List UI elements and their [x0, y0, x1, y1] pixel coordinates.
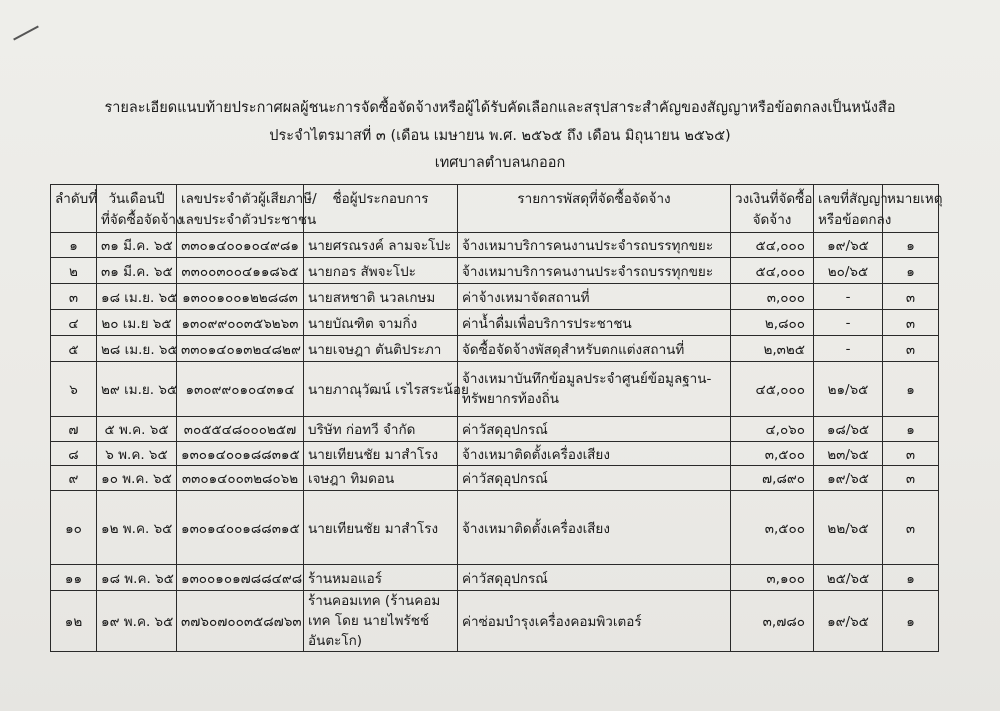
table-row — [51, 258, 939, 284]
cell-no: ๖ — [51, 362, 97, 417]
cell-item: ค่าซ่อมบำรุงเครื่องคอมพิวเตอร์ — [458, 591, 731, 652]
cell-date: ๓๑ มี.ค. ๖๕ — [97, 233, 177, 258]
cell-contract: ๒๓/๖๕ — [814, 442, 883, 466]
cell-item: จ้างเหมาบันทึกข้อมูลประจำศูนย์ข้อมูลฐาน-ทรัพยากรท้องถิ่น — [458, 362, 731, 417]
cell-item: ค่าวัสดุอุปกรณ์ — [458, 417, 731, 442]
cell-no: ๑๒ — [51, 591, 97, 652]
table-row — [51, 442, 939, 466]
cell-tax-id: ๑๓๐๙๙๐๐๓๕๖๒๖๓ — [177, 310, 304, 336]
header-vendor: ชื่อผู้ประกอบการ — [304, 185, 458, 233]
cell-contract: ๑๙/๖๕ — [814, 466, 883, 491]
table-row — [51, 591, 939, 652]
cell-no: ๗ — [51, 417, 97, 442]
cell-item: จ้างเหมาติดตั้งเครื่องเสียง — [458, 491, 731, 565]
cell-tax-id: ๑๓๐๐๑๐๑๗๘๘๔๙๘ — [177, 565, 304, 591]
cell-contract: ๑๙/๖๕ — [814, 233, 883, 258]
cell-contract: ๒๒/๖๕ — [814, 491, 883, 565]
cell-remark: ๓ — [883, 442, 939, 466]
cell-contract: ๑๙/๖๕ — [814, 591, 883, 652]
cell-contract: ๑๘/๖๕ — [814, 417, 883, 442]
cell-date: ๒๙ เม.ย. ๖๕ — [97, 362, 177, 417]
cell-remark: ๓ — [883, 466, 939, 491]
cell-no: ๕ — [51, 336, 97, 362]
cell-date: ๑๘ เม.ย. ๖๕ — [97, 284, 177, 310]
cell-contract: - — [814, 284, 883, 310]
cell-no: ๑๑ — [51, 565, 97, 591]
cell-item: จ้างเหมาติดตั้งเครื่องเสียง — [458, 442, 731, 466]
cell-tax-id: ๑๓๐๙๙๐๑๐๔๓๑๔ — [177, 362, 304, 417]
cell-amount: ๕๔,๐๐๐ — [731, 258, 814, 284]
cell-amount: ๔๕,๐๐๐ — [731, 362, 814, 417]
cell-no: ๙ — [51, 466, 97, 491]
cell-contract: ๒๐/๖๕ — [814, 258, 883, 284]
cell-vendor: นายกอร สัพจะโปะ — [304, 258, 458, 284]
table-row — [51, 336, 939, 362]
header-item: รายการพัสดุที่จัดซื้อจัดจ้าง — [458, 185, 731, 233]
cell-remark: ๑ — [883, 362, 939, 417]
cell-date: ๕ พ.ค. ๖๕ — [97, 417, 177, 442]
cell-amount: ๓,๑๐๐ — [731, 565, 814, 591]
cell-contract: - — [814, 310, 883, 336]
organization-name: เทศบาลตำบลนกออก — [434, 155, 566, 171]
cell-vendor: นายสหชาติ นวลเกษม — [304, 284, 458, 310]
header-date: วันเดือนปี ที่จัดซื้อจัดจ้าง — [97, 185, 177, 233]
cell-remark: ๓ — [883, 336, 939, 362]
cell-tax-id: ๓๓๐๑๔๐๐๓๒๘๐๖๒ — [177, 466, 304, 491]
cell-date: ๑๐ พ.ค. ๖๕ — [97, 466, 177, 491]
table-row — [51, 565, 939, 591]
cell-vendor: นายภาณุวัฒน์ เรไรสระน้อย — [304, 362, 458, 417]
cell-vendor: นายเทียนชัย มาสำโรง — [304, 491, 458, 565]
cell-remark: ๑ — [883, 233, 939, 258]
cell-amount: ๓,๗๘๐ — [731, 591, 814, 652]
cell-no: ๘ — [51, 442, 97, 466]
cell-remark: ๑ — [883, 591, 939, 652]
table-row — [51, 491, 939, 565]
cell-remark: ๑ — [883, 565, 939, 591]
cell-date: ๑๒ พ.ค. ๖๕ — [97, 491, 177, 565]
cell-no: ๔ — [51, 310, 97, 336]
cell-amount: ๓,๕๐๐ — [731, 442, 814, 466]
cell-tax-id: ๓๓๐๑๔๐๑๓๒๔๘๒๙ — [177, 336, 304, 362]
cell-vendor: บริษัท ก่อทวี จำกัด — [304, 417, 458, 442]
table-row — [51, 284, 939, 310]
cell-remark: ๓ — [883, 310, 939, 336]
header-no: ลำดับที่ — [51, 185, 97, 233]
table-row — [51, 362, 939, 417]
header-amount: วงเงินที่จัดซื้อ จัดจ้าง — [731, 185, 814, 233]
cell-vendor: นายเทียนชัย มาสำโรง — [304, 442, 458, 466]
cell-date: ๖ พ.ค. ๖๕ — [97, 442, 177, 466]
cell-item: จ้างเหมาบริการคนงานประจำรถบรรทุกขยะ — [458, 258, 731, 284]
procurement-table — [50, 184, 943, 652]
cell-item: ค่าวัสดุอุปกรณ์ — [458, 565, 731, 591]
document-period: ประจำไตรมาสที่ ๓ (เดือน เมษายน พ.ศ. ๒๕๖๕ ถึง เดือน มิถุนายน ๒๕๖๕) — [269, 128, 731, 144]
cell-tax-id: ๓๓๐๑๔๐๐๑๐๔๙๘๑ — [177, 233, 304, 258]
cell-item: ค่าจ้างเหมาจัดสถานที่ — [458, 284, 731, 310]
cell-no: ๑๐ — [51, 491, 97, 565]
header-remark: หมายเหตุ — [883, 185, 939, 233]
cell-date: ๒๘ เม.ย. ๖๕ — [97, 336, 177, 362]
cell-date: ๑๘ พ.ค. ๖๕ — [97, 565, 177, 591]
cell-amount: ๒,๘๐๐ — [731, 310, 814, 336]
cell-contract: ๒๑/๖๕ — [814, 362, 883, 417]
table-row — [51, 310, 939, 336]
cell-remark: ๓ — [883, 284, 939, 310]
cell-amount: ๔,๐๖๐ — [731, 417, 814, 442]
cell-amount: ๕๔,๐๐๐ — [731, 233, 814, 258]
cell-item: จ้างเหมาบริการคนงานประจำรถบรรทุกขยะ — [458, 233, 731, 258]
table-row — [51, 417, 939, 442]
cell-tax-id: ๓๓๐๐๓๐๐๔๑๑๘๖๕ — [177, 258, 304, 284]
cell-tax-id: ๑๓๐๑๔๐๐๑๘๘๓๑๕ — [177, 491, 304, 565]
cell-contract: - — [814, 336, 883, 362]
cell-item: ค่าวัสดุอุปกรณ์ — [458, 466, 731, 491]
cell-item: จัดซื้อจัดจ้างพัสดุสำหรับตกแต่งสถานที่ — [458, 336, 731, 362]
cell-tax-id: ๓๗๖๐๗๐๐๓๕๘๗๖๓ — [177, 591, 304, 652]
cell-contract: ๒๕/๖๕ — [814, 565, 883, 591]
header-tax-id: เลขประจำตัวผู้เสียภาษี/ เลขประจำตัวประชาชน — [177, 185, 304, 233]
cell-remark: ๑ — [883, 417, 939, 442]
cell-tax-id: ๑๓๐๐๑๐๐๑๒๒๘๘๓ — [177, 284, 304, 310]
cell-date: ๓๑ มี.ค. ๖๕ — [97, 258, 177, 284]
cell-tax-id: ๓๐๕๕๔๘๐๐๐๒๕๗ — [177, 417, 304, 442]
cell-no: ๑ — [51, 233, 97, 258]
cell-amount: ๗,๘๙๐ — [731, 466, 814, 491]
table-row — [51, 466, 939, 491]
cell-vendor: ร้านหมอแอร์ — [304, 565, 458, 591]
cell-amount: ๓,๕๐๐ — [731, 491, 814, 565]
cell-amount: ๒,๓๒๕ — [731, 336, 814, 362]
header-contract: เลขที่สัญญา หรือข้อตกลง — [814, 185, 883, 233]
cell-no: ๒ — [51, 258, 97, 284]
table-header-row — [51, 185, 939, 233]
cell-vendor: นายศรณรงค์ ลามจะโปะ — [304, 233, 458, 258]
cell-date: ๒๐ เม.ย ๖๕ — [97, 310, 177, 336]
cell-tax-id: ๑๓๐๑๔๐๐๑๘๘๓๑๕ — [177, 442, 304, 466]
cell-remark: ๑ — [883, 258, 939, 284]
cell-remark: ๓ — [883, 491, 939, 565]
cell-vendor: ร้านคอมเทค (ร้านคอมเทค โดย นายไพรัชช์ อันตะโก) — [304, 591, 458, 652]
cell-vendor: เจษฎา ทิมดอน — [304, 466, 458, 491]
cell-item: ค่าน้ำดื่มเพื่อบริการประชาชน — [458, 310, 731, 336]
document-title: รายละเอียดแนบท้ายประกาศผลผู้ชนะการจัดซื้อจัดจ้างหรือผู้ได้รับคัดเลือกและสรุปสาระสำคัญของสัญญาหรือข้อตกลงเป็นหนังสือ — [104, 100, 896, 116]
pen-mark — [13, 26, 39, 41]
cell-no: ๓ — [51, 284, 97, 310]
cell-vendor: นายเจษฎา ตันติประภา — [304, 336, 458, 362]
table-row — [51, 233, 939, 258]
cell-date: ๑๙ พ.ค. ๖๕ — [97, 591, 177, 652]
cell-amount: ๓,๐๐๐ — [731, 284, 814, 310]
cell-vendor: นายบัณฑิต จามกิ่ง — [304, 310, 458, 336]
